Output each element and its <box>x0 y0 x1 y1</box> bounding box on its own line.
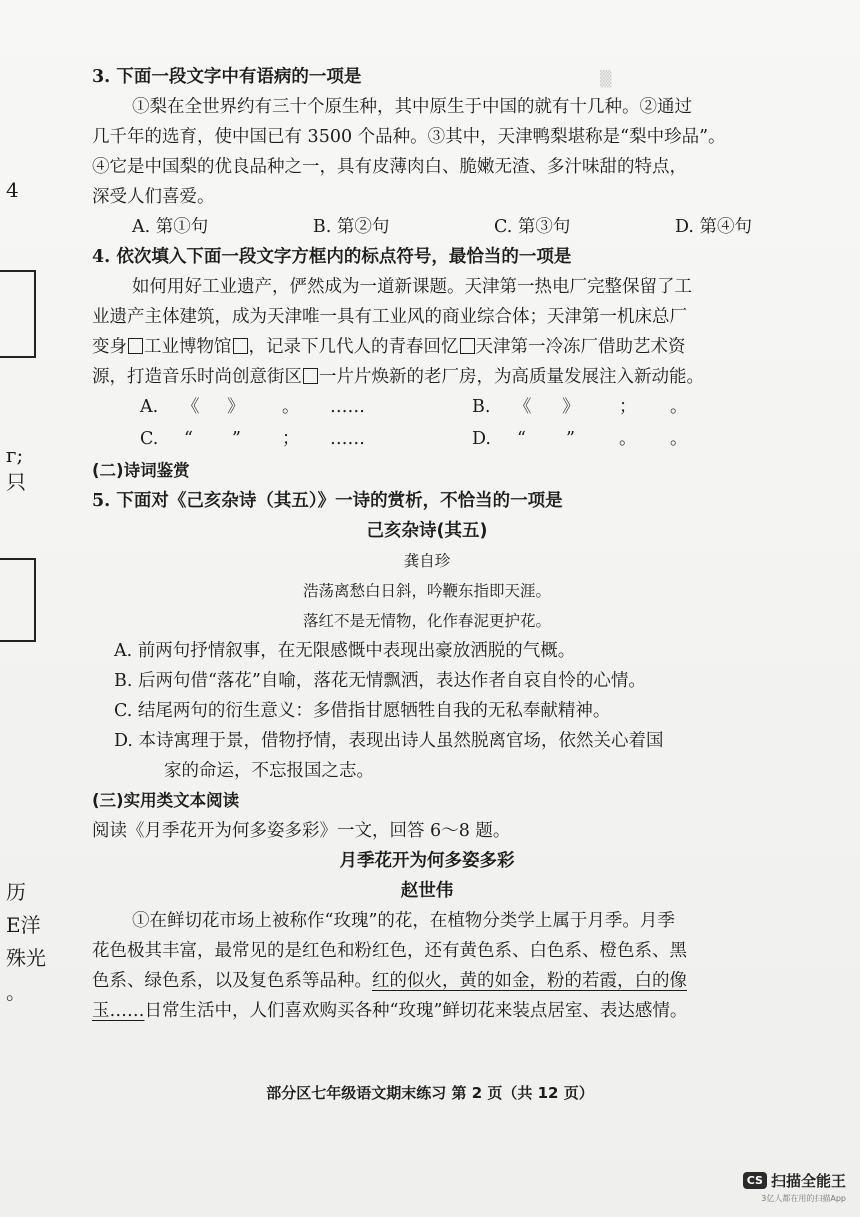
option-c: C. 第③句 <box>493 217 571 237</box>
edge-bracket <box>0 558 36 642</box>
exam-content <box>92 62 762 1026</box>
question-3-para-line: 深受人们喜爱。 <box>92 187 215 207</box>
question-3-para-line: 几千年的选育，使中国已有 3500 个品种。③其中，天津鸭梨堪称是“梨中珍品”。 <box>92 127 726 147</box>
poem-line: 落红不是无情物，化作春泥更护花。 <box>302 612 551 630</box>
option-b-mark: 》 <box>562 397 580 417</box>
scanner-tagline: 3亿人都在用的扫描App <box>761 1194 846 1203</box>
underlined-text: 红的似火，黄的如金，粉的若霞，白的像 <box>372 971 687 991</box>
question-5-choice-a: A. 前两句抒情叙事，在无限感慨中表现出豪放洒脱的气概。 <box>114 641 576 661</box>
option-c-mark: ； <box>282 429 300 449</box>
question-4-options-row <box>92 392 762 424</box>
option-c-mark: “ <box>184 429 193 449</box>
scanner-name: 扫描全能王 <box>770 1172 846 1190</box>
page-footer: 部分区七年级语文期末练习 第 2 页（共 12 页） <box>266 1084 594 1102</box>
option-b-mark: 。 <box>670 397 688 417</box>
edge-char: г; <box>6 443 24 467</box>
blank-box <box>128 338 143 354</box>
question-3-stem: 3. 下面一段文字中有语病的一项是 <box>92 67 362 87</box>
option-c-mark: …… <box>330 429 365 449</box>
edge-char: 只 <box>6 470 26 494</box>
option-a-mark: 。 <box>282 397 300 417</box>
option-b-label: B. <box>472 397 491 417</box>
question-4-para-line <box>92 362 762 392</box>
text-segment: 天津第一冷冻厂借助艺术资 <box>475 337 686 357</box>
edge-bracket <box>0 270 36 358</box>
text-segment: ，记录下几代人的青春回忆 <box>248 337 459 357</box>
article-para-line <box>92 996 762 1026</box>
section-heading-poetry: (二)诗词鉴赏 <box>92 461 190 480</box>
blank-box <box>233 338 248 354</box>
question-4-stem: 4. 依次填入下面一段文字方框内的标点符号，最恰当的一项是 <box>92 247 572 267</box>
question-5-choice-d-cont: 家的命运，不忘报国之志。 <box>164 761 374 781</box>
option-d-mark: 。 <box>670 429 688 449</box>
article-title: 月季花开为何多姿多彩 <box>339 851 515 871</box>
edge-char: E洋 <box>6 913 41 937</box>
option-b: B. 第②句 <box>312 217 390 237</box>
text-segment: 色系、绿色系，以及复色系等品种。 <box>92 971 372 991</box>
option-b-mark: ； <box>619 397 637 417</box>
text-segment: 工业博物馆 <box>144 337 232 357</box>
reading-intro: 阅读《月季花开为何多姿多彩》一文，回答 6～8 题。 <box>92 821 511 841</box>
question-4-para-line: 业遗产主体建筑，成为天津唯一具有工业风的商业综合体；天津第一机床总厂 <box>92 307 687 327</box>
article-para-line <box>92 966 762 996</box>
option-d-mark: “ <box>517 429 526 449</box>
question-3-para-line: ④它是中国梨的优良品种之一，具有皮薄肉白、脆嫩无渣、多汁味甜的特点， <box>92 157 687 177</box>
edge-char: 历 <box>6 880 26 904</box>
question-3-options <box>92 212 762 242</box>
text-segment: 一片片焕新的老厂房，为高质量发展注入新动能。 <box>319 367 704 387</box>
text-segment: 源，打造音乐时尚创意街区 <box>92 367 302 387</box>
option-d-label: D. <box>472 429 491 449</box>
poem-title: 己亥杂诗(其五) <box>366 521 488 541</box>
option-a-mark: …… <box>330 397 365 417</box>
option-b-mark: 《 <box>514 397 532 417</box>
option-a-mark: 《 <box>182 397 200 417</box>
question-4-para-line <box>92 332 762 362</box>
option-c-label: C. <box>140 429 159 449</box>
text-segment: 变身 <box>92 337 127 357</box>
edge-char: 殊光 <box>6 946 46 970</box>
text-segment: 日常生活中，人们喜欢购买各种“玫瑰”鲜切花来装点居室、表达感情。 <box>144 1001 688 1021</box>
question-5-choice-c: C. 结尾两句的衍生意义：多借指甘愿牺牲自我的无私奉献精神。 <box>114 701 611 721</box>
poem-line: 浩荡离愁白日斜，吟鞭东指即天涯。 <box>302 582 551 600</box>
scanner-watermark <box>743 1170 846 1204</box>
question-3-para-line: ①梨在全世界约有三十个原生种，其中原生于中国的就有十几种。②通过 <box>132 97 692 117</box>
option-d-mark: 。 <box>619 429 637 449</box>
question-5-choice-d: D. 本诗寓理于景，借物抒情，表现出诗人虽然脱离官场，依然关心着国 <box>114 731 664 751</box>
article-para-line: ①在鲜切花市场上被称作“玫瑰”的花，在植物分类学上属于月季。月季 <box>132 911 675 931</box>
blank-box <box>460 338 475 354</box>
option-a-label: A. <box>140 397 159 417</box>
option-c-mark: ” <box>232 429 241 449</box>
section-heading-practical: (三)实用类文本阅读 <box>92 791 240 810</box>
edge-char: 4 <box>6 178 19 202</box>
bleed-through-mark: ▒ <box>600 70 612 88</box>
question-5-stem: 5. 下面对《己亥杂诗（其五）》一诗的赏析，不恰当的一项是 <box>92 491 563 511</box>
article-author: 赵世伟 <box>400 881 454 901</box>
option-d: D. 第④句 <box>674 217 752 237</box>
option-d-mark: ” <box>566 429 575 449</box>
option-a-mark: 》 <box>227 397 245 417</box>
article-para-line: 花色极其丰富，最常见的是红色和粉红色，还有黄色系、白色系、橙色系、黑 <box>92 941 687 961</box>
blank-box <box>303 368 318 384</box>
underlined-text: 玉…… <box>92 1001 145 1021</box>
question-4-para-line: 如何用好工业遗产，俨然成为一道新课题。天津第一热电厂完整保留了工 <box>132 277 692 297</box>
option-a: A. 第①句 <box>132 217 209 237</box>
edge-char: 。 <box>6 980 26 1004</box>
question-4-options-row <box>92 424 762 456</box>
question-5-choice-b: B. 后两句借“落花”自喻，落花无情飘洒，表达作者自哀自怜的心情。 <box>114 671 646 691</box>
scanner-logo-icon: CS <box>743 1172 767 1189</box>
poem-author: 龚自珍 <box>403 552 451 570</box>
